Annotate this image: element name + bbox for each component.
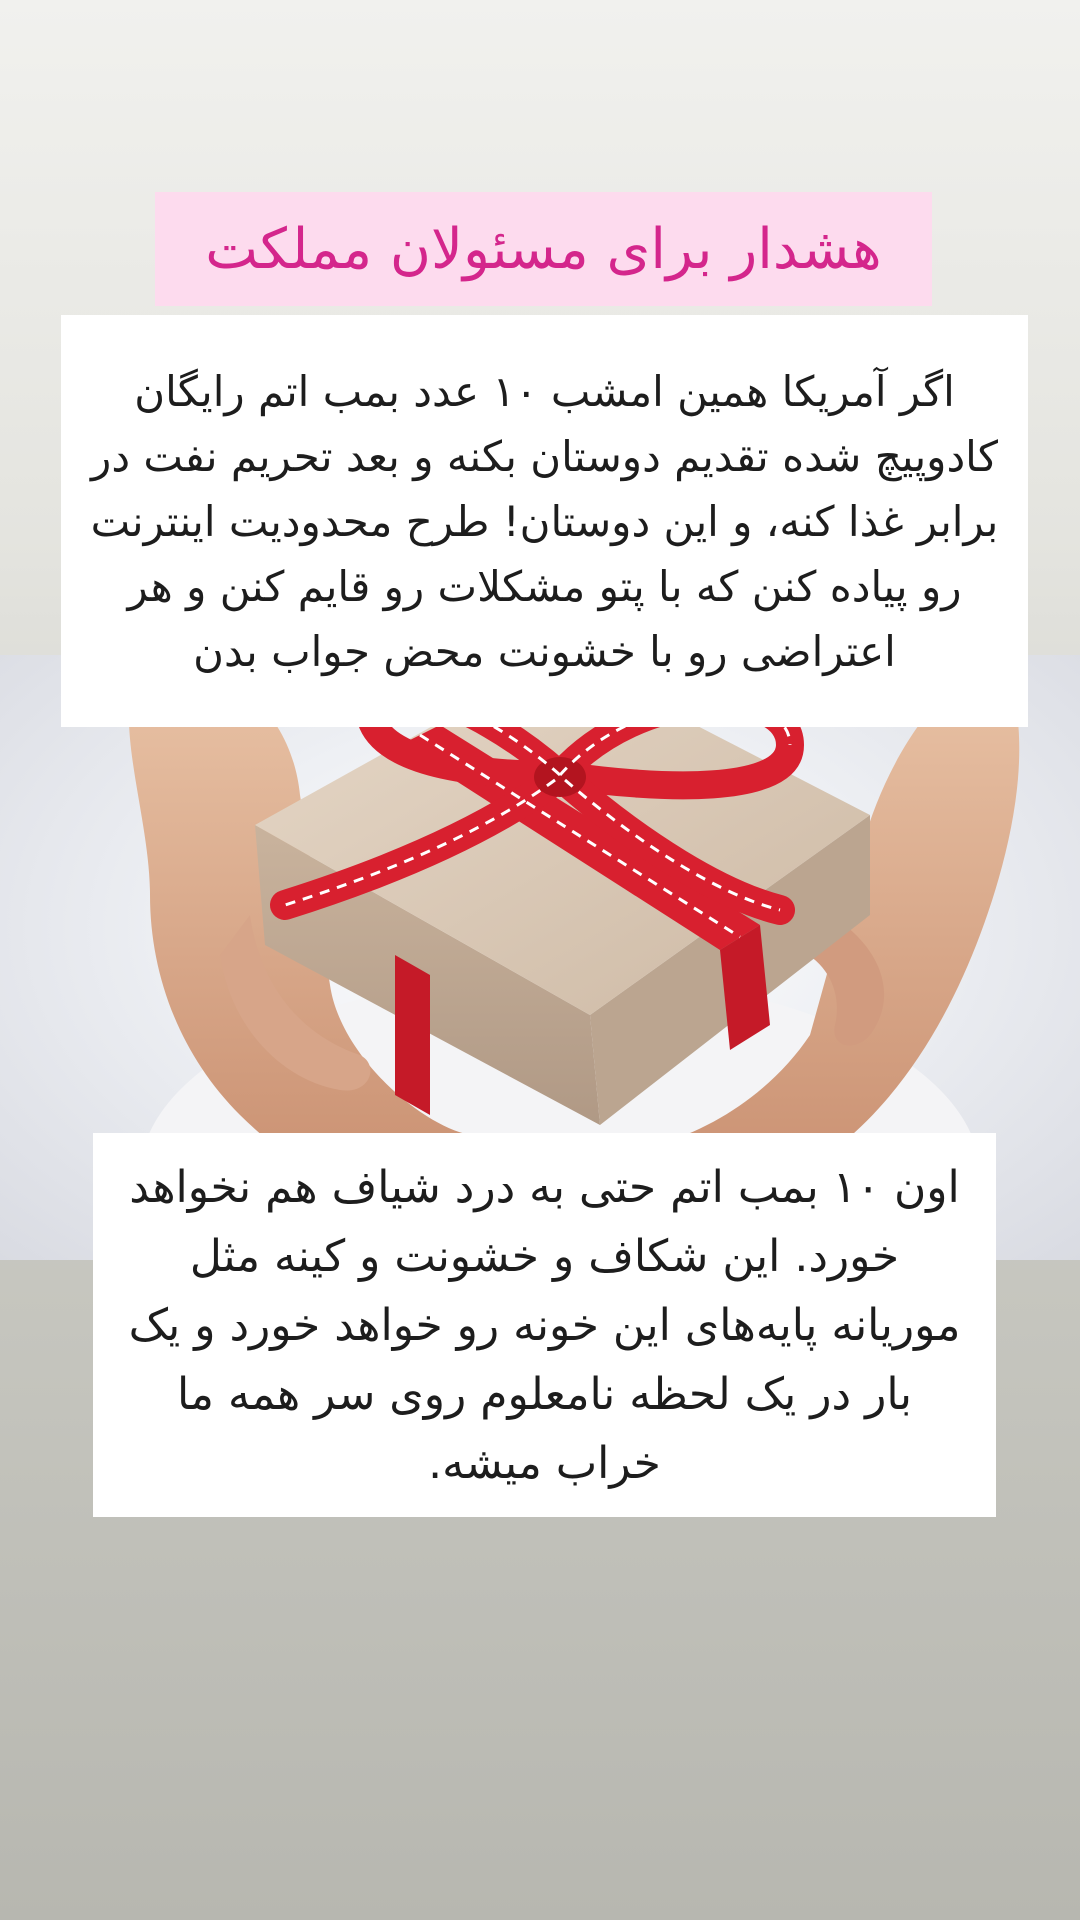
title-banner: [155, 192, 932, 306]
warning-text-box-top: [61, 315, 1028, 727]
page-title: هشدار برای مسئولان مملکت: [205, 216, 882, 282]
ribbon-band-2: [395, 955, 430, 1115]
ribbon-knot: [534, 757, 586, 797]
warning-paragraph-1: اگر آمریکا همین امشب ۱۰ عدد بمب اتم رایگان کادوپیچ شده تقدیم دوستان بکنه و بعد تحریم نفت در برابر غذا کنه، و این دوستان! طرح محدودیت اینترنت رو پیاده کنن که با پتو مشکلات رو قایم کنن و هر اعتراضی رو با خشونت محض جواب بدن: [90, 366, 999, 676]
warning-text-box-bottom: [93, 1133, 996, 1517]
warning-paragraph-2: اون ۱۰ بمب اتم حتی به درد شیاف هم نخواهد خورد. این شکاف و خشونت و کینه مثل موریانه پایه‌های این خونه رو خواهد خورد و یک بار در یک لحظه نامعلوم روی سر همه ما خراب میشه.: [128, 1161, 961, 1489]
